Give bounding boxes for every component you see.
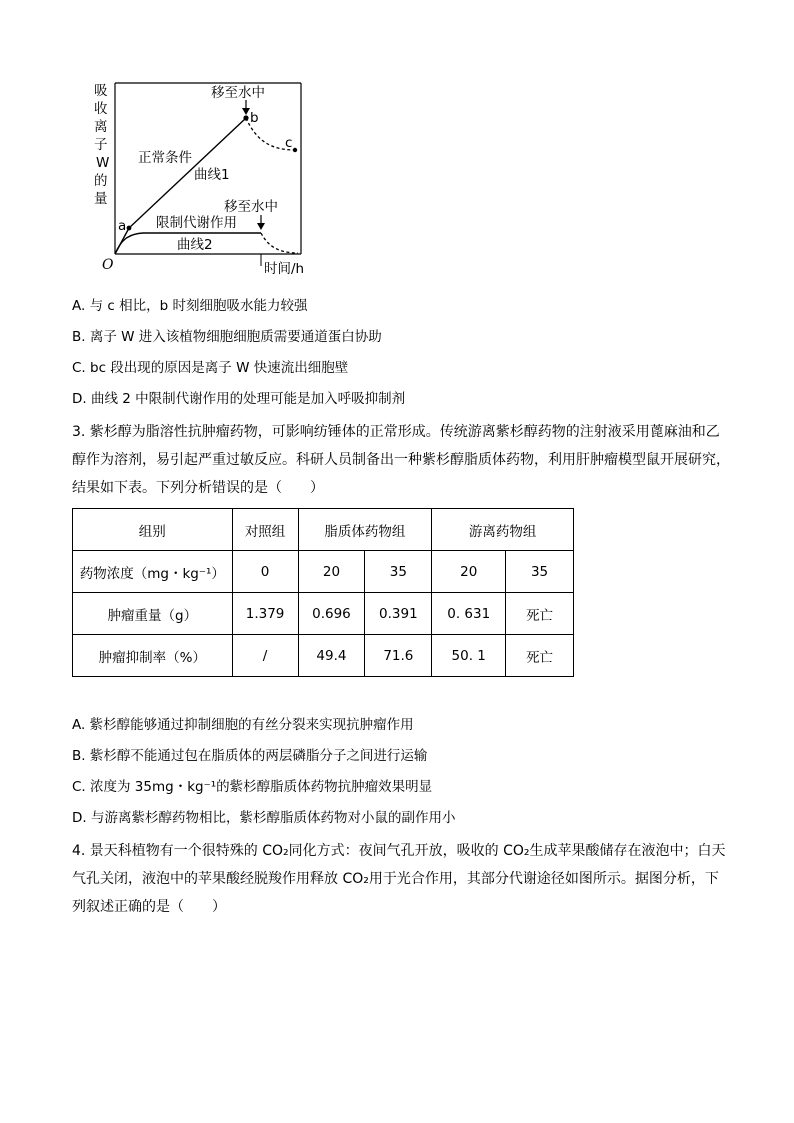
label-limit-metabolism: 限制代谢作用 [156,215,237,231]
y-label-char: 收 [94,101,108,117]
table-cell: 49.4 [298,635,365,677]
label-move-to-water-top: 移至水中 [211,85,265,101]
table-cell: 药物浓度（mg・kg⁻¹） [73,551,233,593]
q4-stem: 4. 景天科植物有一个很特殊的 CO₂同化方式：夜间气孔开放，吸收的 CO₂生成苹果酸储存在液泡中；白天气孔关闭，液泡中的苹果酸经脱羧作用释放 CO₂用于光合作用，其部分代谢途径如图所示。据图分析，下列叙述正确的是（ ） [72,843,726,915]
table-cell: 肿瘤重量（g） [73,593,233,635]
q3-results-table [72,508,574,677]
q2-option-b: B. 离子 W 进入该植物细胞细胞质需要通道蛋白协助 [72,329,382,345]
point-a [127,226,132,231]
label-curve-1: 曲线1 [194,167,230,183]
y-label-char: 量 [94,191,108,207]
table-cell: 71.6 [365,635,432,677]
table-cell: 1.379 [232,593,298,635]
origin-label: O [102,257,114,273]
table-cell: 死亡 [506,635,574,677]
label-curve-2: 曲线2 [177,237,213,253]
q3-option-d: D. 与游离紫杉醇药物相比，紫杉醇脂质体药物对小鼠的副作用小 [72,810,456,826]
q3-stem: 3. 紫杉醇为脂溶性抗肿瘤药物，可影响纺锤体的正常形成。传统游离紫杉醇药物的注射液采用蓖麻油和乙醇作为溶剂，易引起严重过敏反应。科研人员制备出一种紫杉醇脂质体药物，利用肝肿瘤模型鼠开展研究，结果如下表。下列分析错误的是（ ） [72,424,730,496]
y-label-char: 吸 [94,83,108,99]
y-label-char: 离 [94,119,108,135]
label-c: c [285,135,293,151]
y-label-char: W [96,155,110,171]
table-cell: 死亡 [506,593,574,635]
ion-absorption-chart [88,78,318,283]
table-cell: 20 [298,551,365,593]
table-header-cell: 组别 [73,509,233,551]
q3-option-b: B. 紫杉醇不能通过包在脂质体的两层磷脂分子之间进行运输 [72,748,428,764]
table-cell: / [232,635,298,677]
arrow-head-icon [242,108,250,115]
table-row [73,635,574,677]
table-header-cell: 对照组 [232,509,298,551]
point-b [243,115,248,120]
q2-option-a: A. 与 c 相比，b 时刻细胞吸水能力较强 [72,298,308,314]
table-cell: 0.696 [298,593,365,635]
table-row [73,593,574,635]
y-label-char: 的 [94,173,108,189]
curve-2-dashed-tail [261,233,298,253]
q2-option-d: D. 曲线 2 中限制代谢作用的处理可能是加入呼吸抑制剂 [72,391,406,407]
table-cell: 50. 1 [432,635,506,677]
table-cell: 20 [432,551,506,593]
table-cell: 35 [506,551,574,593]
q2-option-c: C. bc 段出现的原因是离子 W 快速流出细胞壁 [72,360,349,376]
q3-option-a: A. 紫杉醇能够通过抑制细胞的有丝分裂来实现抗肿瘤作用 [72,717,414,733]
table-header-cell: 脂质体药物组 [298,509,432,551]
table-cell: 35 [365,551,432,593]
point-c [293,148,297,152]
table-cell: 肿瘤抑制率（%） [73,635,233,677]
label-b: b [250,110,259,126]
table-cell: 0. 631 [432,593,506,635]
table-row [73,551,574,593]
x-axis-label: 时间/h [264,261,305,277]
arrow-head-icon [257,223,265,230]
y-label-char: 子 [94,137,108,153]
label-normal-condition: 正常条件 [138,150,192,166]
q3-option-c: C. 浓度为 35mg・kg⁻¹的紫杉醇脂质体药物抗肿瘤效果明显 [72,779,433,795]
table-cell: 0 [232,551,298,593]
label-a: a [118,218,127,234]
table-header-row [73,509,574,551]
y-axis-label [94,83,109,207]
ion-absorption-figure [88,78,318,283]
table-header-cell: 游离药物组 [432,509,574,551]
table-cell: 0.391 [365,593,432,635]
label-move-to-water-mid: 移至水中 [224,199,278,215]
